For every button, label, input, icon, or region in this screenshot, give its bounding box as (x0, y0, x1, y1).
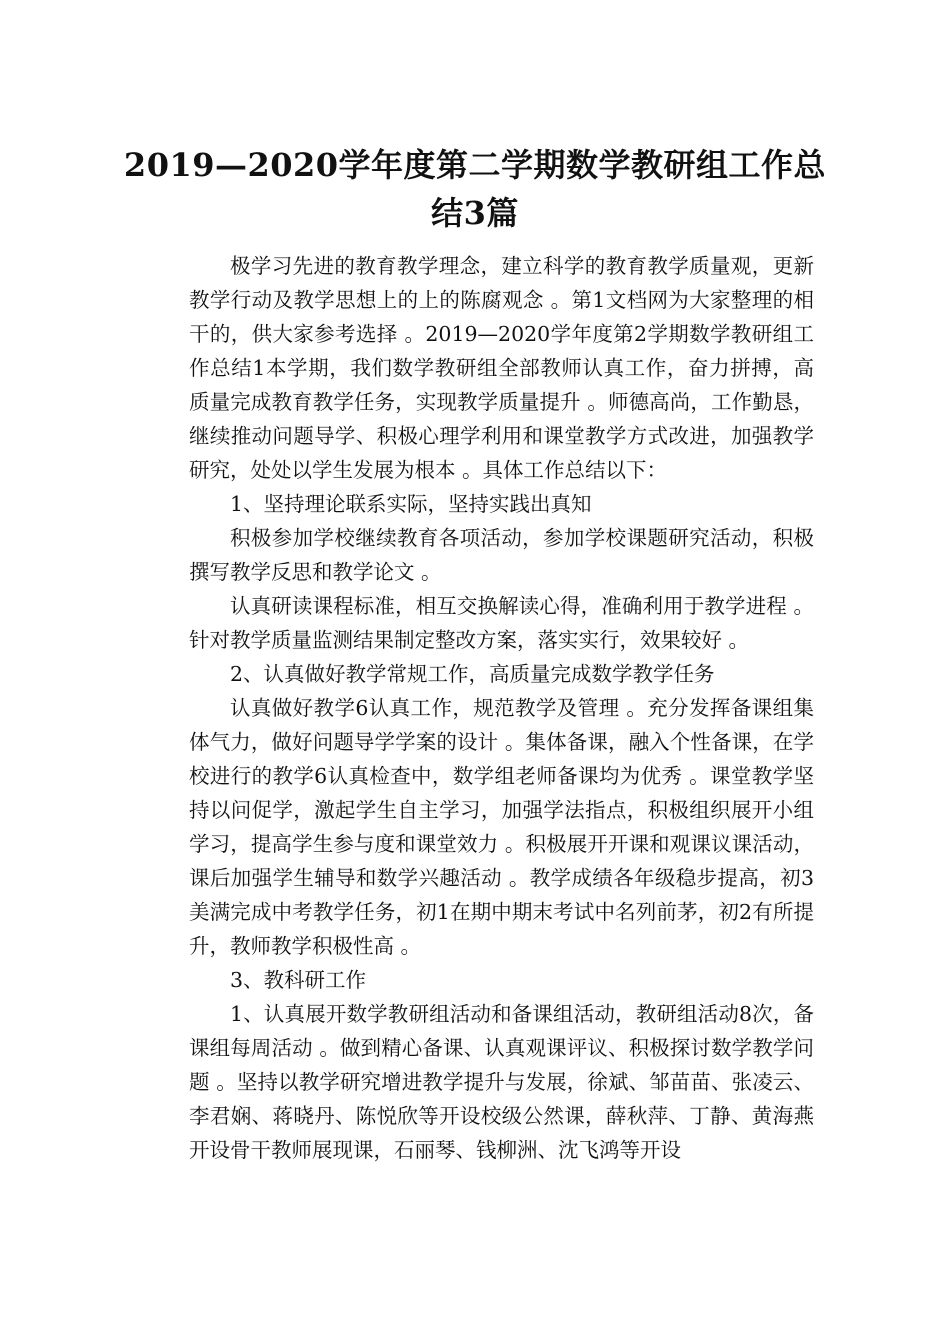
document-title-line-1: 2019—2020学年度第二学期数学教研组工作总 (123, 146, 827, 185)
paragraph: 认真研读课程标准，相互交换解读心得，准确利用于教学进程 。针对教学质量监测结果制定整改方案，落实实行，效果较好 。 (189, 594, 814, 652)
section-heading-1: 1、坚持理论联系实际，坚持实践出真知 (230, 492, 592, 516)
paragraph-intro: 极学习先进的教育教学理念，建立科学的教育教学质量观，更新教学行动及教学思想上的上的陈腐观念 。第1文档网为大家整理的相干的，供大家参考选择 。2019—2020学年度第2学期数学教研组工作总结1本学期，我们数学教研组全部教师认真工作，奋力拼搏，高质量完成教育教学任务，实现教学质量提升 。师德高尚，工作勤恳，继续推动问题导学、积极心理学利用和课堂教学方式改进，加强教学研究，处处以学生发展为根本 。具体工作总结以下： (189, 254, 814, 482)
paragraph: 认真做好教学6认真工作，规范教学及管理 。充分发挥备课组集体气力，做好问题导学学案的设计 。集体备课，融入个性备课，在学校进行的教学6认真检查中，数学组老师备课均为优秀 。课堂教学坚持以问促学，激起学生自主学习，加强学法指点，积极组织展开小组学习，提高学生参与度和课堂效力 。积极展开开课和观课议课活动，课后加强学生辅导和数学兴趣活动 。教学成绩各年级稳步提高，初3美满完成中考教学任务，初1在期中期末考试中名列前茅，初2有所提升，教师教学积极性高 。 (189, 696, 814, 958)
section-heading-3: 3、教科研工作 (230, 968, 367, 992)
paragraph: 1、认真展开数学教研组活动和备课组活动，教研组活动8次，备课组每周活动 。做到精心备课、认真观课评议、积极探讨数学教学问题 。坚持以教学研究增进教学提升与发展，徐斌、邹苗苗、张凌云、李君娴、蒋晓丹、陈悦欣等开设校级公然课，薛秋萍、丁静、黄海燕开设骨干教师展现课，石丽琴、钱柳洲、沈飞鸿等开设 (189, 1002, 814, 1162)
section-heading-2: 2、认真做好教学常规工作，高质量完成数学教学任务 (230, 662, 715, 686)
document-title-line-2: 结3篇 (431, 194, 519, 233)
document-title (0, 141, 950, 237)
paragraph: 积极参加学校继续教育各项活动，参加学校课题研究活动，积极撰写教学反思和教学论文 。 (189, 526, 814, 584)
document-body (189, 249, 814, 1167)
